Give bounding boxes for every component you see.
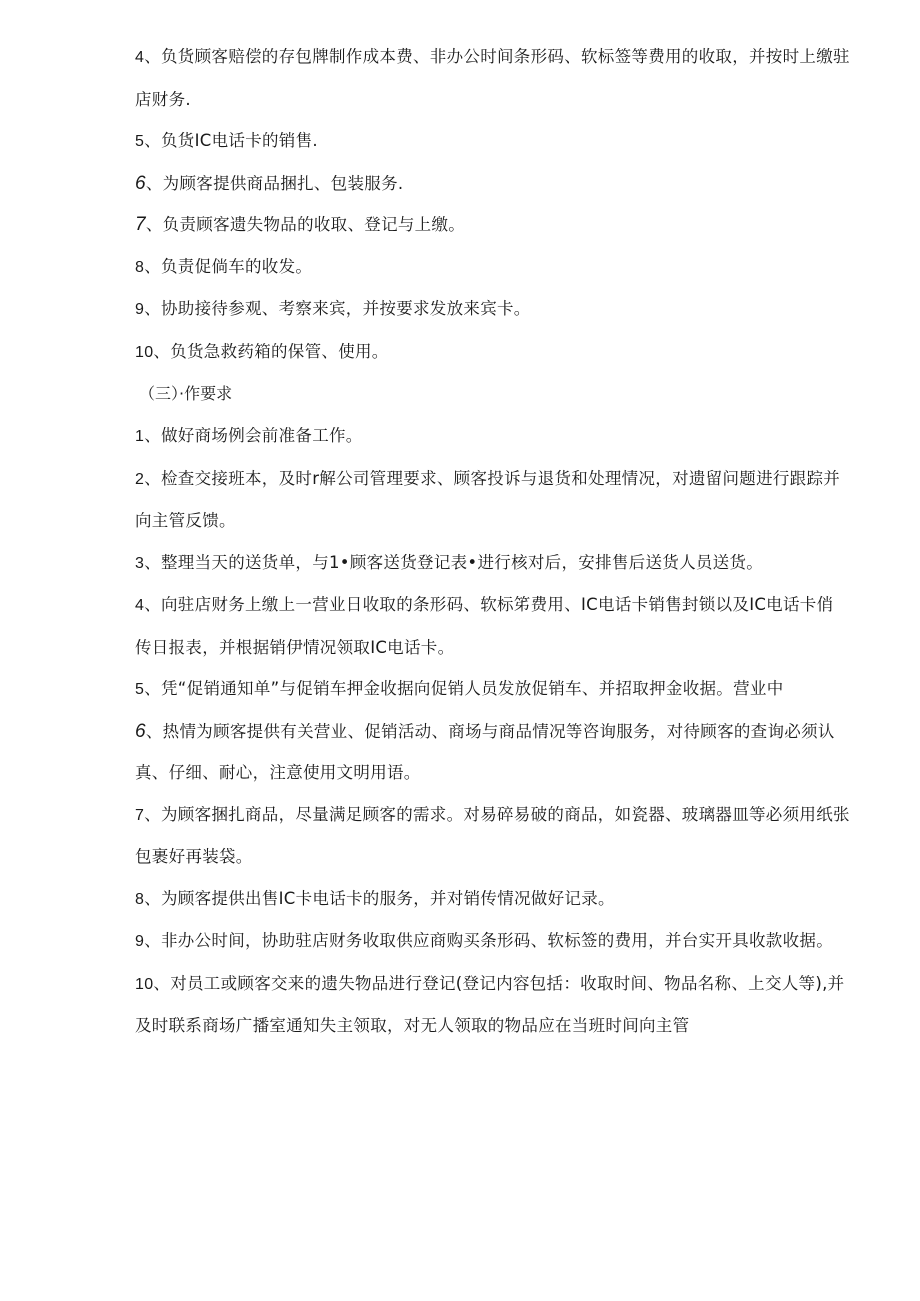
item-number: 8 <box>135 890 145 908</box>
requirement-item-9 <box>135 920 850 963</box>
item-text: 、协助接待参观、考察来宾，并按要求发放来宾卡。 <box>144 299 531 318</box>
document-body <box>135 36 850 1047</box>
item-number: 6 <box>135 720 146 742</box>
duty-item-5 <box>135 120 850 163</box>
duty-item-4 <box>135 36 850 120</box>
item-text: 、负责促倘车的收发。 <box>144 256 313 276</box>
duty-item-8 <box>135 246 850 289</box>
item-text: 、检查交接班本，及时r解公司管理要求、顾客投诉与退货和处理情况，对遗留问题进行跟踪并向主管反馈。 <box>135 468 841 530</box>
duty-item-10 <box>135 331 850 374</box>
item-number: 8 <box>135 258 145 276</box>
item-text: 、热情为顾客提供有关营业、促销活动、商场与商品情况等咨询服务，对待顾客的查询必须认真、仔细、耐心，注意使用文明用语。 <box>135 721 835 782</box>
item-number: 7 <box>135 214 146 235</box>
item-number: 9 <box>135 933 145 950</box>
item-text: 、非办公时间，协助驻店财务收取供应商购买条形码、软标签的费用，并台实开具收款收据。 <box>144 931 834 950</box>
item-text: 、为顾客捆扎商品，尽量满足顾客的需求。对易碎易破的商品，如瓷器、玻璃器皿等必须用纸张包裹好再装袋。 <box>135 804 850 866</box>
item-text: 、负货IC电话卡的销售. <box>144 131 318 150</box>
item-number: 5 <box>135 133 145 150</box>
item-text: 、为顾客提供商品捆扎、包装服务. <box>145 173 404 193</box>
item-text: 、凭“促销通知单”与促销车押金收据向促销人员发放促销车、并招取押金收据。营业中 <box>144 679 784 698</box>
requirement-item-4 <box>135 584 850 668</box>
item-number: 10 <box>135 343 154 361</box>
item-number: 4 <box>135 597 145 614</box>
duty-item-6 <box>135 163 850 205</box>
item-number: 2 <box>135 470 145 488</box>
section-heading: （三）·作要求 <box>139 384 233 403</box>
requirement-item-8 <box>135 878 850 921</box>
requirement-item-6 <box>135 711 850 794</box>
item-number: 3 <box>135 554 145 572</box>
requirement-item-10 <box>135 963 850 1047</box>
requirement-item-2 <box>135 458 850 542</box>
requirement-item-3 <box>135 542 850 585</box>
item-number: 10 <box>135 975 154 993</box>
item-text: 、负责顾客遗失物品的收取、登记与上缴。 <box>145 215 466 234</box>
item-number: 9 <box>135 301 145 318</box>
item-text: 、负货顾客赔偿的存包牌制作成本费、非办公时间条形码、软标签等费用的收取，并按时上缴驻店财务. <box>135 47 850 109</box>
item-number: 1 <box>135 428 145 445</box>
item-number: 5 <box>135 681 145 698</box>
item-number: 7 <box>135 806 145 824</box>
item-number: 4 <box>135 49 145 66</box>
item-text: 、整理当天的送货单，与1•顾客送货登记表•进行核对后，安排售后送货人员送货。 <box>144 552 764 572</box>
item-number: 6 <box>135 172 146 194</box>
requirement-item-5 <box>135 668 850 711</box>
requirement-item-7 <box>135 794 850 878</box>
item-text: 、做好商场例会前准备工作。 <box>144 426 363 445</box>
duty-item-9 <box>135 288 850 331</box>
item-text: 、为顾客提供出售IC卡电话卡的服务，并对销传情况做好记录。 <box>144 888 615 908</box>
item-text: 、负货急救药箱的保管、使用。 <box>153 341 389 361</box>
item-text: 、向驻店财务上缴上一营业日收取的条形码、软标笫费用、IC电话卡销售封锁以及IC电话卡俏传日报表，并根据销伊情况领取IC电话卡。 <box>135 595 834 657</box>
item-text: 、对员工或顾客交来的遗失物品进行登记(登记内容包括：收取时间、物品名称、上交人等),并及时联系商场广播室通知失主领取，对无人领取的物品应在当班时间向主管 <box>135 973 845 1035</box>
duty-item-7 <box>135 204 850 246</box>
requirement-item-1 <box>135 415 850 458</box>
